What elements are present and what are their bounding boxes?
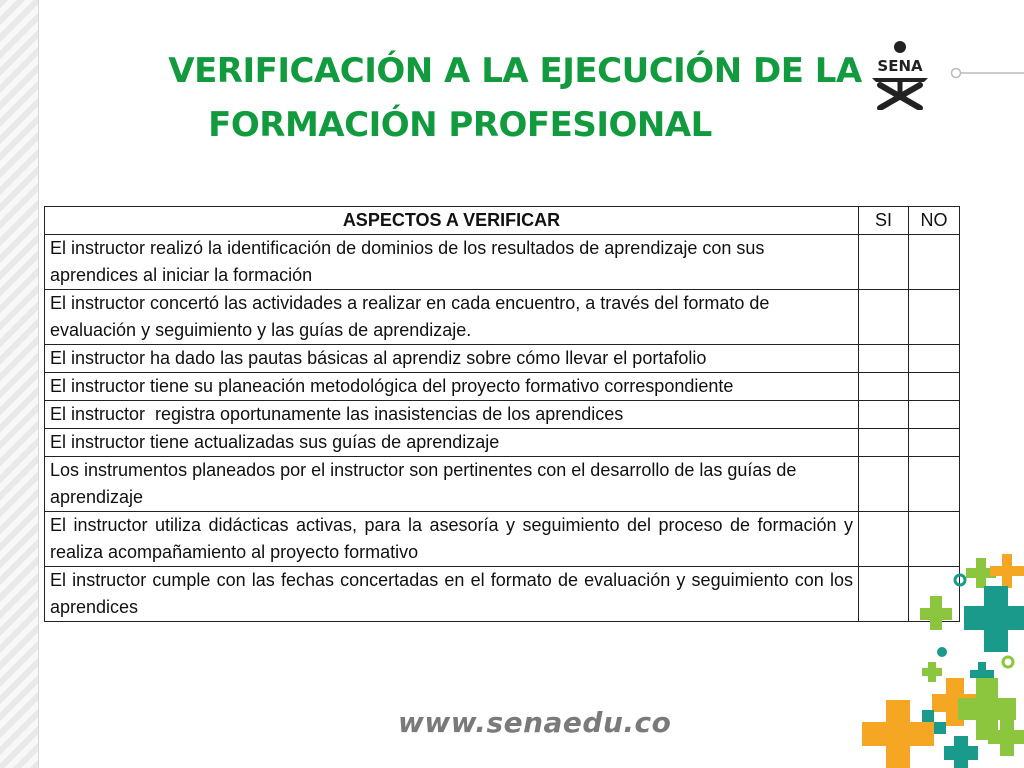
footer-url: www.senaedu.co (398, 706, 672, 739)
row-aspect: El instructor realizó la identificación de dominios de los resultados de aprendizaje con sus aprendices al iniciar la formación (45, 235, 859, 290)
logo-text: SENA (877, 57, 923, 75)
row-aspect: El instructor cumple con las fechas concertadas en el formato de evaluación y seguimiento con los aprendices (45, 567, 859, 622)
title-line-1: VERIFICACIÓN A LA EJECUCIÓN DE LA (168, 51, 862, 91)
header-si: SI (859, 207, 909, 235)
row-no-cell[interactable] (909, 235, 960, 290)
table-row (45, 373, 960, 401)
table-row (45, 401, 960, 429)
page-title (60, 44, 960, 152)
row-aspect: El instructor tiene actualizadas sus guías de aprendizaje (45, 429, 859, 457)
row-aspect: El instructor ha dado las pautas básicas al aprendiz sobre cómo llevar el portafolio (45, 345, 859, 373)
row-aspect: El instructor registra oportunamente las inasistencias de los aprendices (45, 401, 859, 429)
row-no-cell[interactable] (909, 401, 960, 429)
cross-shape (922, 662, 942, 682)
row-no-cell[interactable] (909, 373, 960, 401)
sena-logo (860, 40, 940, 110)
cross-shape (964, 586, 1024, 652)
cross-shape (944, 736, 978, 768)
cross-shape (920, 596, 952, 630)
row-si-cell[interactable] (859, 290, 909, 345)
row-aspect: El instructor utiliza didácticas activas, para la asesoría y seguimiento del proceso de formación y realiza acompañamiento al proyecto formativo (45, 512, 859, 567)
row-aspect: Los instrumentos planeados por el instructor son pertinentes con el desarrollo de las guías de aprendizaje (45, 457, 859, 512)
table-row (45, 512, 960, 567)
header-aspects: ASPECTOS A VERIFICAR (45, 207, 859, 235)
row-si-cell[interactable] (859, 429, 909, 457)
header-no: NO (909, 207, 960, 235)
decorative-crosses (850, 550, 1024, 768)
row-si-cell[interactable] (859, 345, 909, 373)
table-row (45, 290, 960, 345)
cross-shape (990, 554, 1024, 588)
verification-table (44, 206, 960, 622)
row-aspect: El instructor concertó las actividades a realizar en cada encuentro, a través del formato de evaluación y seguimiento y las guías de aprendizaje. (45, 290, 859, 345)
table-row (45, 345, 960, 373)
row-no-cell[interactable] (909, 429, 960, 457)
title-line-2: FORMACIÓN PROFESIONAL (208, 105, 712, 145)
table-row (45, 457, 960, 512)
table-header-row (45, 207, 960, 235)
row-si-cell[interactable] (859, 457, 909, 512)
row-no-cell[interactable] (909, 457, 960, 512)
row-no-cell[interactable] (909, 290, 960, 345)
table-row (45, 429, 960, 457)
row-aspect: El instructor tiene su planeación metodológica del proyecto formativo correspondiente (45, 373, 859, 401)
table-row (45, 567, 960, 622)
row-si-cell[interactable] (859, 235, 909, 290)
row-si-cell[interactable] (859, 373, 909, 401)
decorative-line (950, 64, 1024, 82)
row-si-cell[interactable] (859, 401, 909, 429)
table-row (45, 235, 960, 290)
row-no-cell[interactable] (909, 345, 960, 373)
